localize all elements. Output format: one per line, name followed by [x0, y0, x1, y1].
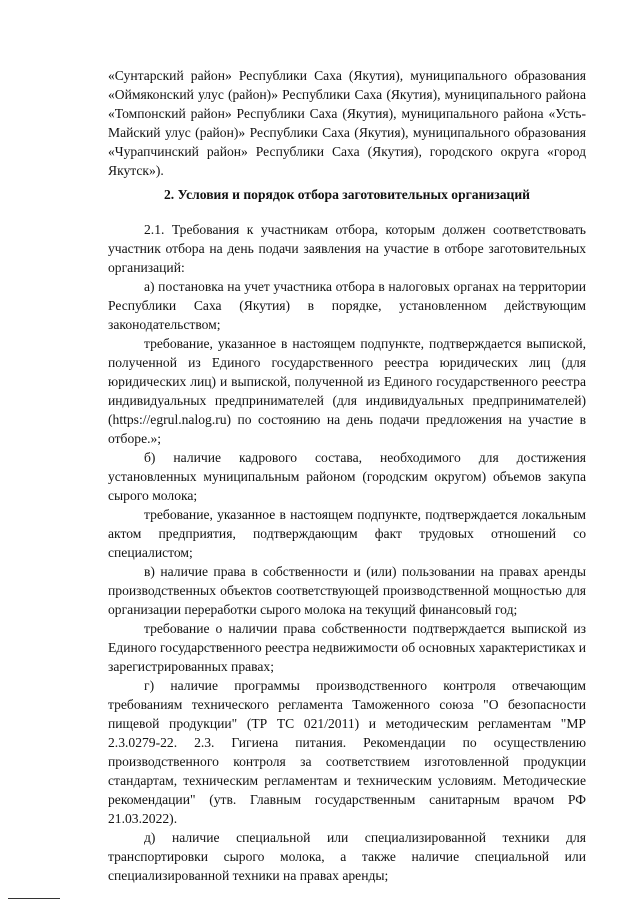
- paragraph-b-requirement: требование, указанное в настоящем подпункте, подтверждается локальным актом предприятия, подтверждающим факт трудовых отношений со специалистом;: [108, 507, 586, 560]
- paragraph-v: в) наличие права в собственности и (или) пользовании на правах аренды производственных объектов соответствующей производственной мощностью для организации переработки сырого молока на текущий финансовый год;: [108, 564, 586, 617]
- intro-text: «Сунтарский район» Республики Саха (Якутия), муниципального образования «Оймяконский улус (район)» Республики Саха (Якутия), муниципального района «Томпонский район» Республики Саха (Якутия), муниципального района «Усть-Майский улус (район)» Республики Саха (Якутия), муниципального образования «Чурапчинский район» Республики Саха (Якутия), городского округа «город Якутск»).: [108, 68, 586, 178]
- paragraph-a-requirement: требование, указанное в настоящем подпункте, подтверждается выпиской, полученной из Единого государственного реестра юридических лиц (для юридических лиц) и выпиской, полученной из Единого государственного реестра индивидуальных предпринимателей (для индивидуальных предпринимателей) (https://egrul.nalog.ru) по состоянию на день подачи предложения на участие в отборе.»;: [108, 336, 586, 446]
- footer-rule: [8, 898, 60, 899]
- intro-paragraph: [108, 66, 586, 180]
- paragraph-a: а) постановка на учет участника отбора в налоговых органах на территории Республики Саха (Якутия) в порядке, установленном действующим законодательством;: [108, 279, 586, 332]
- paragraph-g: г) наличие программы производственного контроля отвечающим требованиям технического регламента Таможенного союза "О безопасности пищевой продукции" (ТР ТС 021/2011) и методическим регламентам "МР 2.3.0279-22. 2.3. Гигиена питания. Рекомендации по осуществлению производственного контроля за соответствием изготовленной продукции стандартам, техническим регламентам и техническим условиям. Методические рекомендации" (утв. Главным государственным санитарным врачом РФ 21.03.2022).: [108, 678, 586, 826]
- section-heading: 2. Условия и порядок отбора заготовительных организаций: [163, 187, 531, 202]
- paragraph-v-requirement: требование о наличии права собственности подтверждается выпиской из Единого государственного реестра недвижимости об основных характеристиках и зарегистрированных правах;: [108, 621, 586, 674]
- paragraph-d: д) наличие специальной или специализированной техники для транспортировки сырого молока, а также наличие специальной или специализированной техники на правах аренды;: [108, 830, 586, 883]
- section-body: [108, 220, 586, 885]
- paragraph-b: б) наличие кадрового состава, необходимого для достижения установленных муниципальным районом (городским округом) объемов закупа сырого молока;: [108, 450, 586, 503]
- paragraph-2-1: 2.1. Требования к участникам отбора, которым должен соответствовать участник отбора на день подачи заявления на участие в отборе заготовительных организаций:: [108, 222, 586, 275]
